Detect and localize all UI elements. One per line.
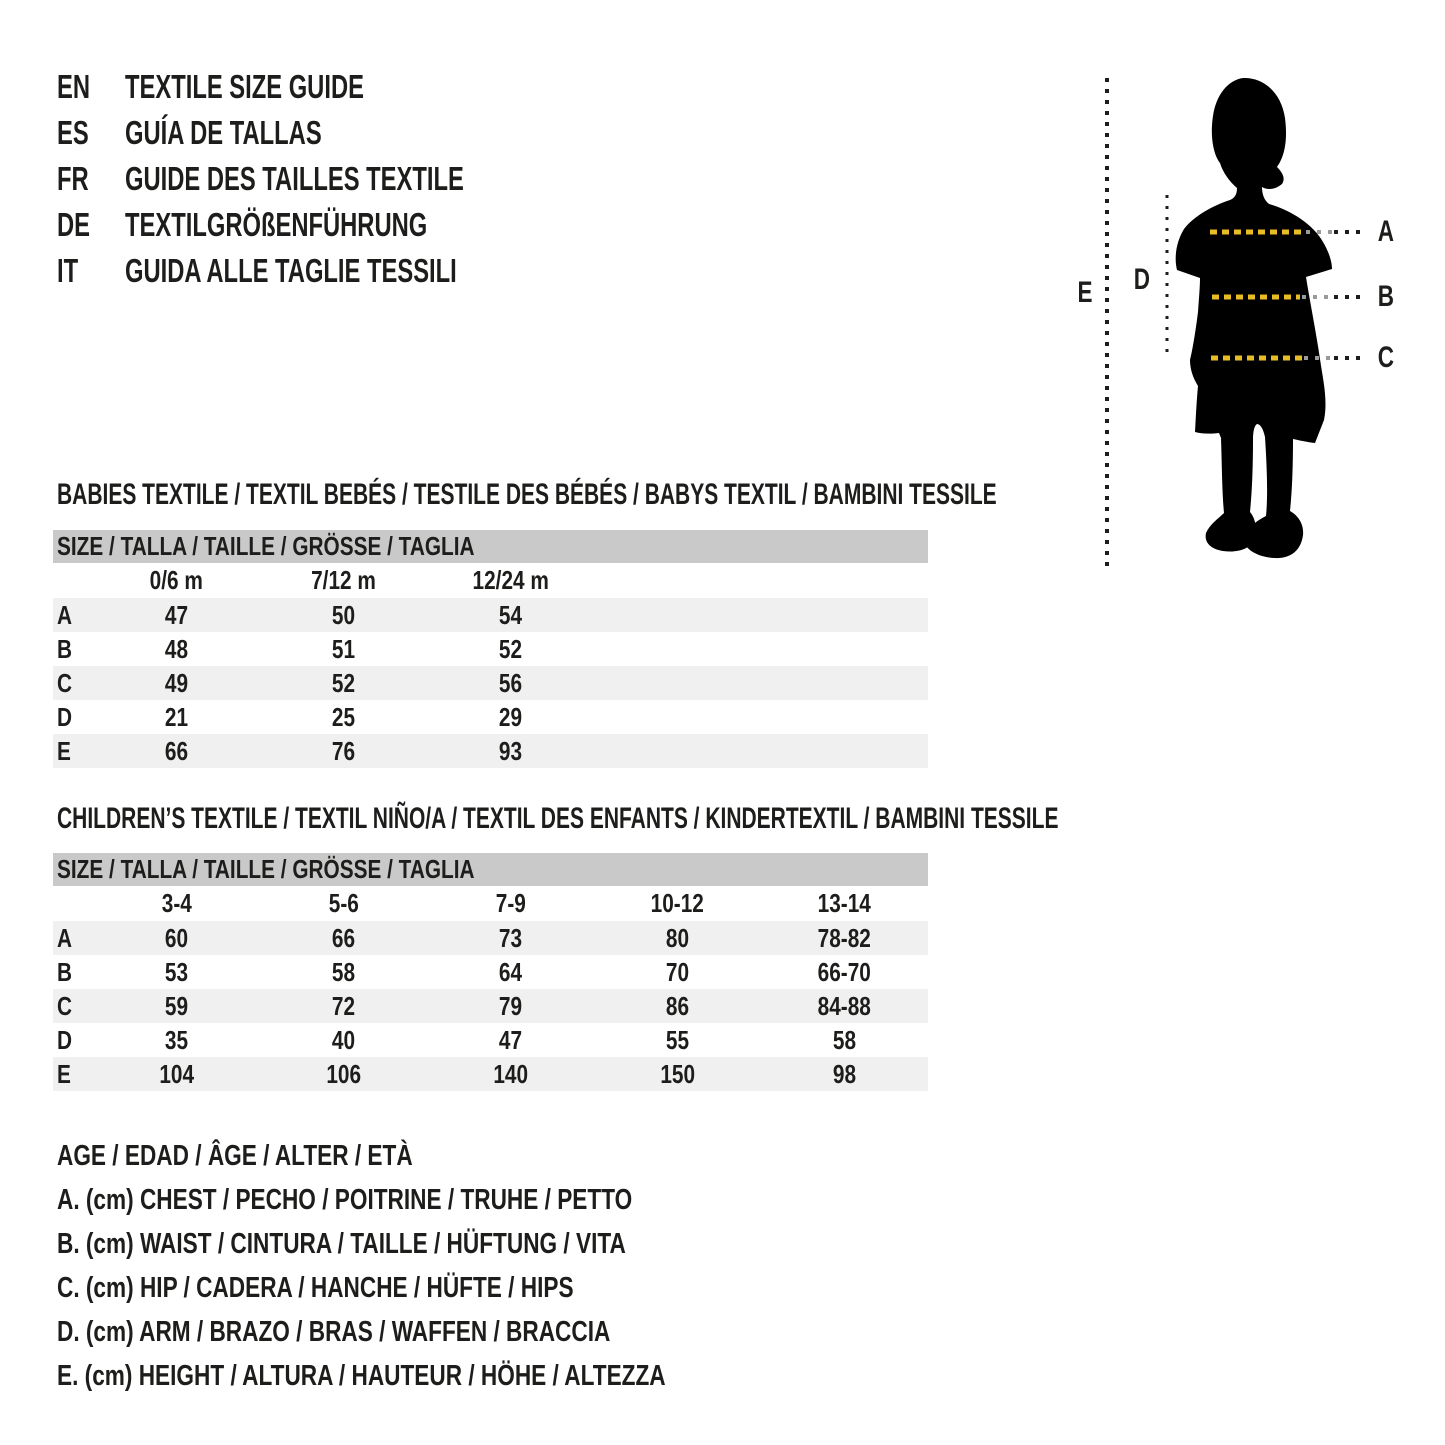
- babies-size-header-bar: SIZE / TALLA / TAILLE / GRÖSSE / TAGLIA: [53, 530, 928, 563]
- table-row: E 104 106 140 150 98: [53, 1057, 928, 1091]
- lang-title-it: GUIDA ALLE TAGLIE TESSILI: [125, 252, 457, 289]
- lang-code-en: EN: [57, 68, 91, 105]
- legend-waist: B. (cm) WAIST / CINTURA / TAILLE / HÜFTUNG / VITA: [57, 1227, 626, 1260]
- children-size-header-bar: SIZE / TALLA / TAILLE / GRÖSSE / TAGLIA: [53, 853, 928, 886]
- measure-label-B: B: [1377, 280, 1395, 313]
- legend-height: E. (cm) HEIGHT / ALTURA / HAUTEUR / HÖHE / ALTEZZA: [57, 1359, 666, 1392]
- babies-section-heading: BABIES TEXTILE / TEXTIL BEBÉS / TESTILE DES BÉBÉS / BABYS TEXTIL / BAMBINI TESSILE: [57, 478, 997, 511]
- measure-label-A: A: [1377, 215, 1395, 248]
- legend-arm: D. (cm) ARM / BRAZO / BRAS / WAFFEN / BRACCIA: [57, 1315, 611, 1348]
- lang-row-es: [57, 110, 596, 156]
- children-col-13-14: 13-14: [817, 888, 872, 918]
- babies-column-header-row: [53, 563, 928, 598]
- children-col-3-4: 3-4: [161, 888, 192, 918]
- lang-row-en: [57, 64, 596, 110]
- lang-row-fr: [57, 156, 596, 202]
- measure-label-D: D: [1133, 263, 1151, 296]
- lang-code-es: ES: [57, 114, 89, 151]
- lang-code-de: DE: [57, 206, 91, 243]
- table-row: C 59 72 79 86 84-88: [53, 989, 928, 1023]
- table-row: C 49 52 56: [53, 666, 928, 700]
- table-row: E 66 76 93: [53, 734, 928, 768]
- children-col-7-9: 7-9: [495, 888, 526, 918]
- measurement-legend: [57, 1134, 837, 1398]
- child-silhouette-svg: [1060, 60, 1445, 600]
- measurement-figure: [1060, 60, 1445, 600]
- children-size-table: [53, 853, 928, 1091]
- children-column-header-row: [53, 886, 928, 921]
- table-row: A 60 66 73 80 78-82: [53, 921, 928, 955]
- table-row: B 53 58 64 70 66-70: [57, 956, 872, 987]
- lang-row-it: [57, 248, 596, 294]
- lang-code-fr: FR: [57, 160, 89, 197]
- children-col-5-6: 5-6: [328, 888, 359, 918]
- table-row: D 21 25 29: [57, 701, 523, 732]
- lang-title-en: TEXTILE SIZE GUIDE: [125, 68, 364, 105]
- lang-row-de: [57, 202, 596, 248]
- legend-chest: A. (cm) CHEST / PECHO / POITRINE / TRUHE / PETTO: [57, 1183, 633, 1216]
- lang-code-it: IT: [57, 252, 79, 289]
- legend-hip: C. (cm) HIP / CADERA / HANCHE / HÜFTE / HIPS: [57, 1271, 574, 1304]
- measure-label-E: E: [1077, 276, 1093, 309]
- legend-age: AGE / EDAD / ÂGE / ALTER / ETÀ: [57, 1139, 413, 1172]
- babies-size-table: [53, 530, 928, 768]
- lang-title-es: GUÍA DE TALLAS: [125, 114, 322, 151]
- table-row: A 47 50 54: [53, 598, 928, 632]
- table-row: B 48 51 52: [57, 633, 523, 664]
- measure-label-C: C: [1377, 341, 1395, 374]
- language-header: [57, 64, 596, 294]
- children-section-heading: CHILDREN’S TEXTILE / TEXTIL NIÑO/A / TEXTIL DES ENFANTS / KINDERTEXTIL / BAMBINI TESSILE: [57, 802, 1059, 835]
- babies-col-7-12m: 7/12 m: [311, 565, 376, 595]
- table-row: D 35 40 47 55 58: [57, 1024, 857, 1055]
- lang-title-fr: GUIDE DES TAILLES TEXTILE: [125, 160, 464, 197]
- babies-col-0-6m: 0/6 m: [149, 565, 204, 595]
- children-col-10-12: 10-12: [650, 888, 705, 918]
- lang-title-de: TEXTILGRÖßENFÜHRUNG: [125, 206, 428, 243]
- babies-col-12-24m: 12/24 m: [472, 565, 549, 595]
